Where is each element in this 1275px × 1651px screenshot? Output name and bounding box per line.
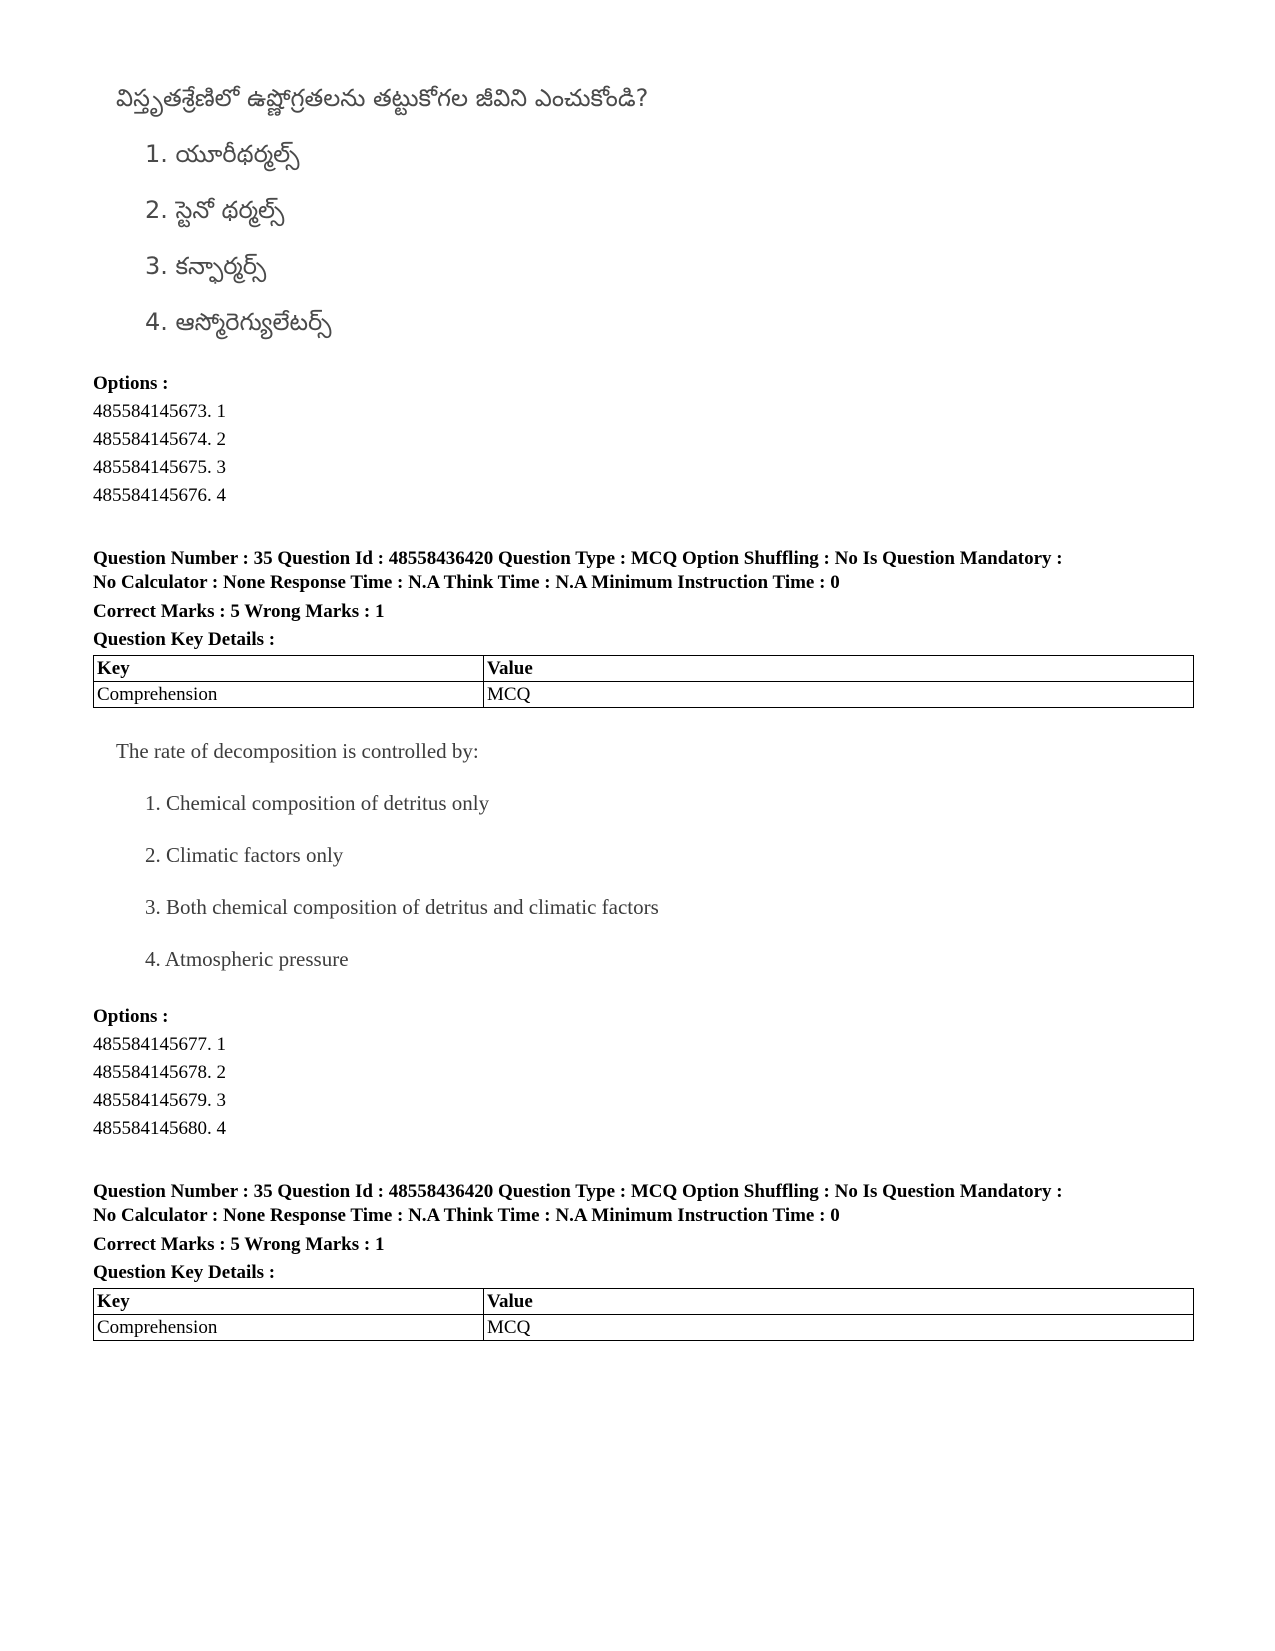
option-id-line: 485584145675. 3: [93, 457, 226, 478]
option-id-line: 485584145680. 4: [93, 1118, 226, 1139]
options-label: Options :: [93, 373, 169, 394]
options-label: Options :: [93, 1006, 169, 1027]
option-id-line: 485584145674. 2: [93, 429, 226, 450]
marks-line: Correct Marks : 5 Wrong Marks : 1: [93, 1234, 385, 1255]
table-cell-value: MCQ: [484, 1315, 1194, 1341]
question-meta: [93, 1180, 1193, 1228]
question-text: The rate of decomposition is controlled by:: [116, 739, 479, 763]
key-details-table: [93, 655, 1194, 708]
question-option: 4. Atmospheric pressure: [145, 947, 349, 971]
meta-line: Question Number : 35 Question Id : 48558436420 Question Type : MCQ Option Shuffling : No Is Question Mandatory :: [93, 548, 1063, 569]
option-id-line: 485584145673. 1: [93, 401, 226, 422]
table-header-value: Value: [484, 1289, 1194, 1315]
key-details-label: Question Key Details :: [93, 629, 276, 650]
question-image-telugu: [110, 80, 810, 360]
option-id-line: 485584145676. 4: [93, 485, 226, 506]
table-header-key: Key: [94, 656, 484, 682]
table-header-row: [94, 1289, 1194, 1315]
key-details-label: Question Key Details :: [93, 1262, 276, 1283]
question-option: 2. స్టెనో థర్మల్స్: [145, 196, 285, 224]
table-cell-key: Comprehension: [94, 1315, 484, 1341]
table-row: [94, 682, 1194, 708]
table-header-row: [94, 656, 1194, 682]
question-image-english: [110, 735, 730, 975]
question-option: 3. Both chemical composition of detritus and climatic factors: [145, 895, 659, 919]
question-meta: [93, 547, 1193, 595]
table-cell-value: MCQ: [484, 682, 1194, 708]
option-id-line: 485584145679. 3: [93, 1090, 226, 1111]
question-option: 1. Chemical composition of detritus only: [145, 791, 490, 815]
marks-line: Correct Marks : 5 Wrong Marks : 1: [93, 601, 385, 622]
question-option: 3. కన్ఫార్మర్స్: [145, 252, 267, 280]
option-id-line: 485584145678. 2: [93, 1062, 226, 1083]
table-header-value: Value: [484, 656, 1194, 682]
option-id-line: 485584145677. 1: [93, 1034, 226, 1055]
meta-line: Question Number : 35 Question Id : 48558436420 Question Type : MCQ Option Shuffling : No Is Question Mandatory :: [93, 1181, 1063, 1202]
question-option: 2. Climatic factors only: [145, 843, 344, 867]
meta-line: No Calculator : None Response Time : N.A Think Time : N.A Minimum Instruction Time : 0: [93, 572, 840, 593]
table-cell-key: Comprehension: [94, 682, 484, 708]
key-details-table: [93, 1288, 1194, 1341]
question-option: 1. యూరీథర్మల్స్: [145, 140, 300, 168]
table-header-key: Key: [94, 1289, 484, 1315]
meta-line: No Calculator : None Response Time : N.A Think Time : N.A Minimum Instruction Time : 0: [93, 1205, 840, 1226]
table-row: [94, 1315, 1194, 1341]
question-text: విస్తృతశ్రేణిలో ఉష్ణోగ్రతలను తట్టుకోగల జీవిని ఎంచుకోండి?: [116, 84, 649, 112]
question-option: 4. ఆస్మోరెగ్యులేటర్స్: [145, 308, 332, 336]
